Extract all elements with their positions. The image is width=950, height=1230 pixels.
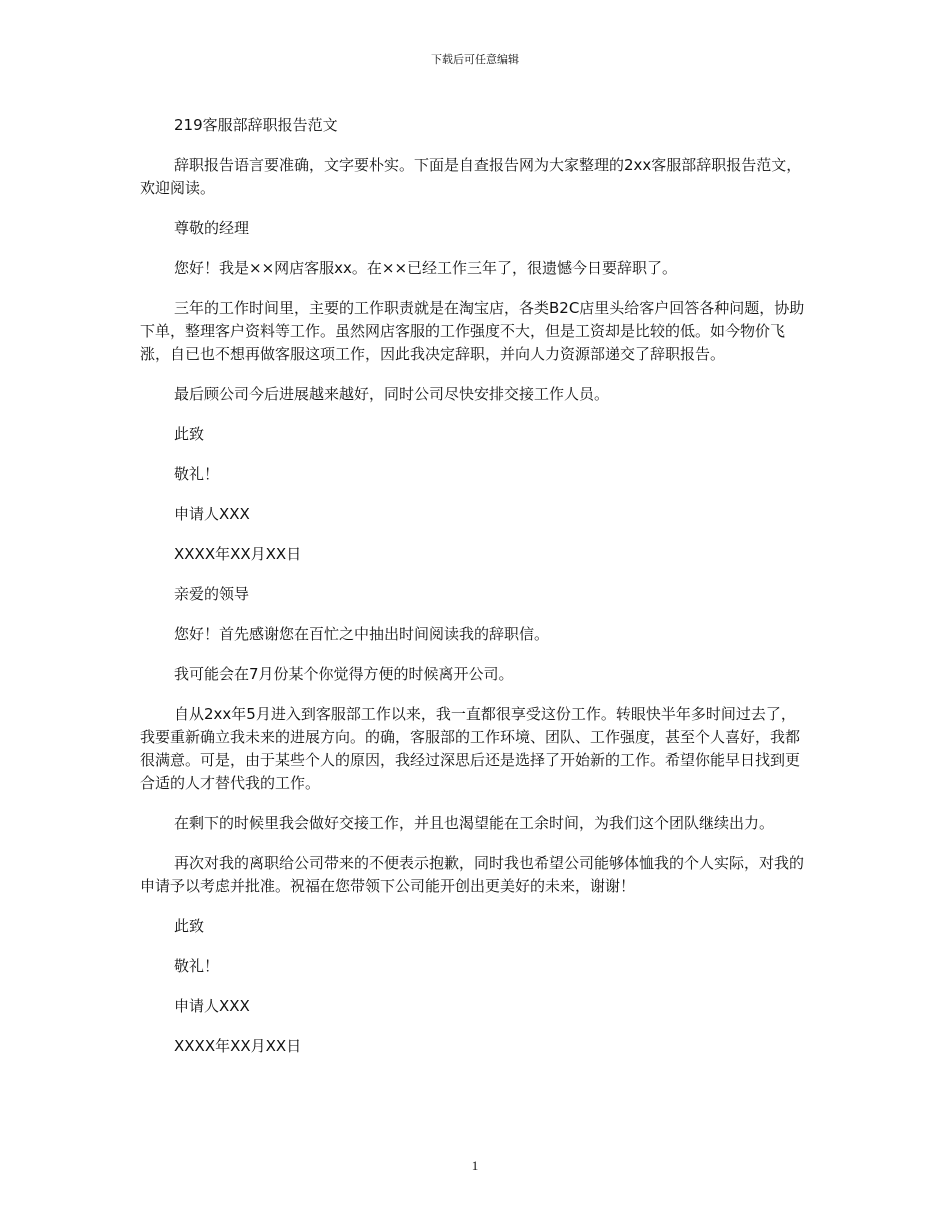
salutation: 尊敬的经理 — [174, 219, 250, 237]
greeting-paragraph: 您好！我是××网店客服xx。在××已经工作三年了，很遗憾今日要辞职了。 — [174, 259, 678, 277]
body-paragraph: 在剩下的时候里我会做好交接工作，并且也渴望能在工余时间，为我们这个团队继续出力。 — [174, 814, 775, 832]
body-paragraph: 再次对我的离职给公司带来的不便表示抱歉，同时我也希望公司能够体恤我的个人实际，对我的申请予以考虑并批准。祝福在您带领下公司能开创出更美好的未来，谢谢！ — [140, 854, 805, 895]
closing-wish-paragraph: 最后顾公司今后进展越来越好，同时公司尽快安排交接工作人员。 — [174, 385, 610, 403]
date-line: XXXX年XX月XX日 — [174, 545, 302, 563]
applicant-signature: 申请人XXX — [174, 997, 250, 1015]
closing-salute: 敬礼！ — [174, 465, 220, 483]
salutation: 亲爱的领导 — [174, 585, 250, 603]
body-paragraph: 自从2xx年5月进入到客服部工作以来，我一直都很享受这份工作。转眼快半年多时间过去了，我要重新确立我未来的进展方向。的确，客服部的工作环境、团队、工作强度，甚至个人喜好，我都很满意。可是，由于某些个人的原因，我经过深思后还是选择了开始新的工作。希望你能早日找到更合适的人才替代我的工作。 — [140, 705, 801, 792]
applicant-signature: 申请人XXX — [174, 505, 250, 523]
body-paragraph: 三年的工作时间里，主要的工作职责就是在淘宝店，各类B2C店里头给客户回答各种问题，协助下单，整理客户资料等工作。虽然网店客服的工作强度不大，但是工资却是比较的低。如今物价飞涨，自已也不想再做客服这项工作，因此我决定辞职，并向人力资源部递交了辞职报告。 — [140, 299, 805, 363]
greeting-paragraph: 您好！首先感谢您在百忙之中抽出时间阅读我的辞职信。 — [174, 625, 550, 643]
closing-phrase: 此致 — [174, 917, 205, 935]
document-title: 219客服部辞职报告范文 — [174, 116, 338, 134]
date-line: XXXX年XX月XX日 — [174, 1037, 302, 1055]
page-number: 1 — [471, 1158, 479, 1173]
intro-paragraph: 辞职报告语言要准确，文字要朴实。下面是自查报告网为大家整理的2xx客服部辞职报告范文，欢迎阅读。 — [140, 156, 802, 197]
closing-phrase: 此致 — [174, 425, 205, 443]
document-body — [140, 114, 810, 1075]
closing-salute: 敬礼！ — [174, 957, 220, 975]
body-paragraph: 我可能会在7月份某个你觉得方便的时候离开公司。 — [174, 665, 514, 683]
page-header: 下载后可任意编辑 — [431, 53, 519, 66]
